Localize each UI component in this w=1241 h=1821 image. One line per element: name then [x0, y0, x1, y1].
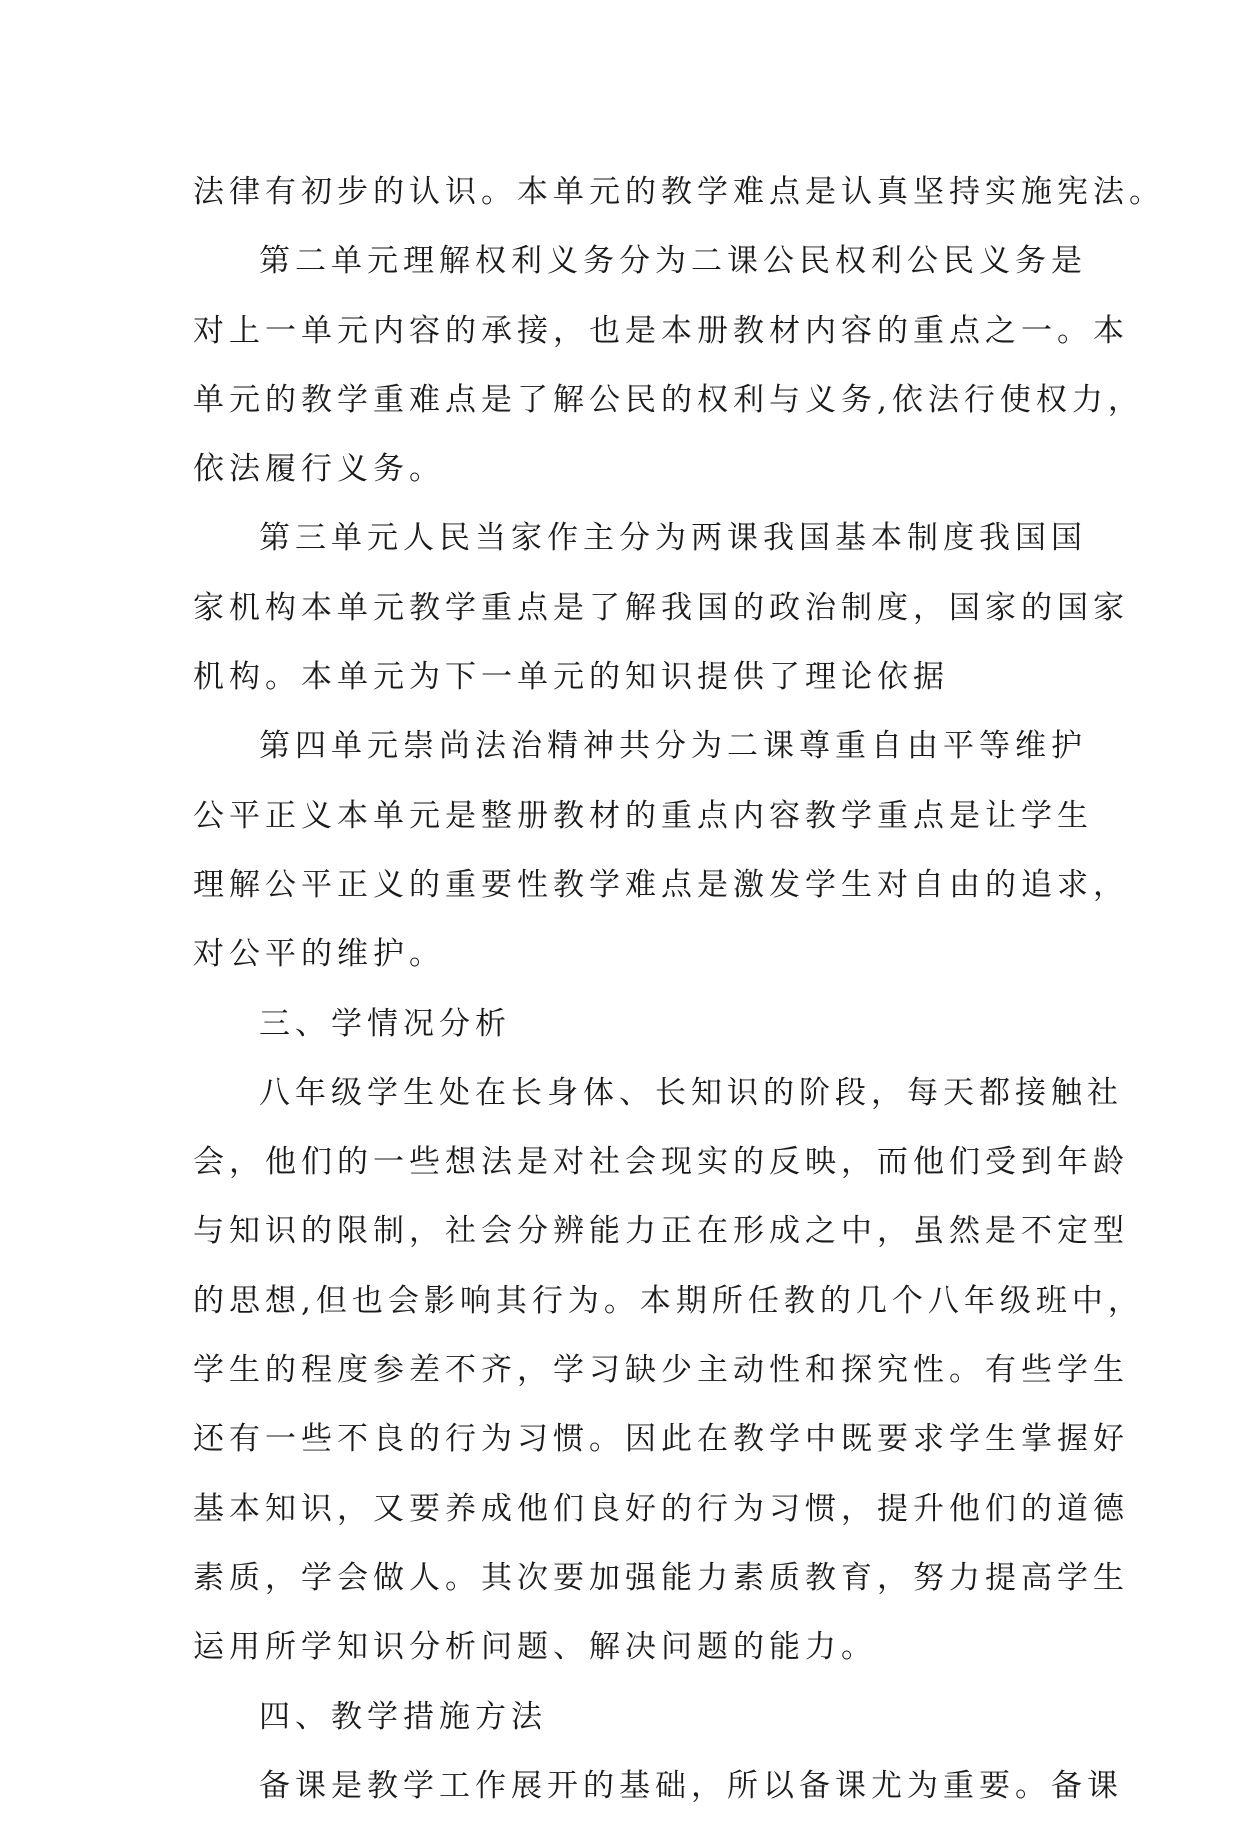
paragraph-unit-four: 第四单元崇尚法治精神共分为二课尊重自由平等维护	[259, 728, 1087, 765]
text-line: 学生的程度参差不齐，学习缺少主动性和探究性。有些学生	[193, 1352, 1129, 1389]
text-line: 基本知识，又要养成他们良好的行为习惯，提升他们的道德	[193, 1490, 1129, 1527]
paragraph-student-analysis: 八年级学生处在长身体、长知识的阶段，每天都接触社	[259, 1074, 1123, 1111]
section-heading-student-analysis: 三、学情况分析	[259, 1005, 511, 1042]
text-line: 与知识的限制，社会分辨能力正在形成之中，虽然是不定型	[193, 1213, 1129, 1250]
text-line: 公平正义本单元是整册教材的重点内容教学重点是让学生	[193, 797, 1093, 834]
text-line: 机构。本单元为下一单元的知识提供了理论依据	[193, 659, 949, 696]
text-line: 还有一些不良的行为习惯。因此在教学中既要求学生掌握好	[193, 1421, 1129, 1458]
text-line: 法律有初步的认识。本单元的教学难点是认真坚持实施宪法。	[193, 174, 1165, 210]
text-line: 会，他们的一些想法是对社会现实的反映，而他们受到年龄	[193, 1144, 1129, 1181]
text-line: 依法履行义务。	[193, 451, 445, 488]
text-line: 对公平的维护。	[193, 936, 445, 973]
paragraph-unit-two: 第二单元理解权利义务分为二课公民权利公民义务是	[259, 243, 1087, 280]
section-heading-teaching-methods: 四、教学措施方法	[259, 1698, 547, 1735]
text-line: 运用所学知识分析问题、解决问题的能力。	[193, 1629, 877, 1666]
paragraph-unit-three: 第三单元人民当家作主分为两课我国基本制度我国国	[259, 520, 1087, 557]
text-line: 对上一单元内容的承接，也是本册教材内容的重点之一。本	[193, 312, 1129, 349]
paragraph-teaching-methods: 备课是教学工作展开的基础，所以备课尤为重要。备课	[259, 1767, 1123, 1804]
body-text	[193, 158, 1165, 1821]
text-line: 单元的教学重难点是了解公民的权利与义务,依法行使权力，	[193, 381, 1144, 418]
text-line: 素质，学会做人。其次要加强能力素质教育，努力提高学生	[193, 1559, 1129, 1596]
text-line: 的思想,但也会影响其行为。本期所任教的几个八年级班中，	[193, 1282, 1144, 1319]
text-line: 理解公平正义的重要性教学难点是激发学生对自由的追求，	[193, 866, 1129, 903]
text-line: 家机构本单元教学重点是了解我国的政治制度，国家的国家	[193, 589, 1129, 626]
